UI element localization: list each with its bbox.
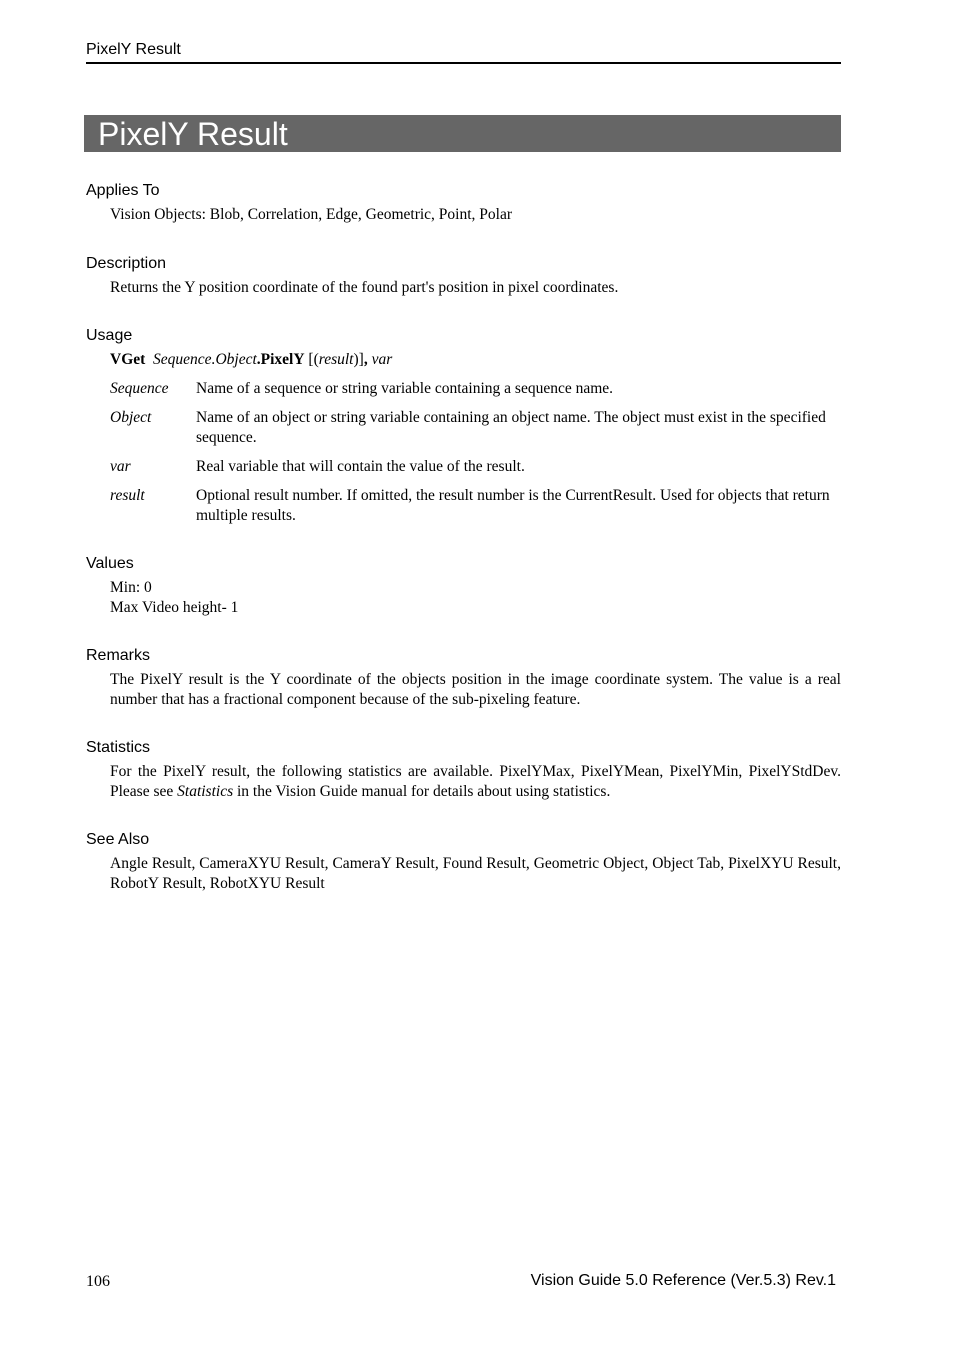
description-text: Returns the Y position coordinate of the found part's position in pixel coordinates. bbox=[110, 279, 619, 296]
syntax-close: )] bbox=[353, 351, 364, 368]
see-also-text: Angle Result, CameraXYU Result, CameraY Result, Found Result, Geometric Object, Object Tab, PixelXYU Result, RobotY Result, RobotXYU Result bbox=[110, 855, 841, 892]
remarks-heading: Remarks bbox=[86, 647, 151, 664]
parameter-name: result bbox=[110, 487, 145, 504]
parameter-row bbox=[110, 457, 841, 477]
parameter-row bbox=[110, 408, 841, 448]
syntax-var: var bbox=[371, 351, 393, 368]
description-heading: Description bbox=[86, 255, 167, 272]
parameter-name: Sequence bbox=[110, 380, 169, 397]
parameter-list bbox=[110, 379, 841, 526]
values-max: Max Video height- 1 bbox=[110, 599, 239, 616]
remarks-text: The PixelY result is the Y coordinate of the objects position in the image coordinate system. The value is a real number that has a fractional component because of the sub-pixeling feature. bbox=[110, 671, 841, 708]
values-min: Min: 0 bbox=[110, 579, 152, 596]
usage-heading: Usage bbox=[86, 327, 133, 344]
parameter-name: var bbox=[110, 458, 131, 475]
syntax-open: [( bbox=[304, 351, 319, 368]
statistics-heading: Statistics bbox=[86, 739, 151, 756]
syntax-result: result bbox=[318, 351, 354, 368]
usage-section bbox=[86, 326, 841, 535]
applies-to-heading: Applies To bbox=[86, 182, 160, 199]
remarks-section bbox=[86, 646, 841, 710]
page-title: PixelY Result bbox=[84, 115, 841, 152]
statistics-text-after: in the Vision Guide manual for details about using statistics. bbox=[233, 783, 611, 800]
syntax-sequence-object: Sequence.Object bbox=[153, 351, 257, 368]
parameter-description: Name of a sequence or string variable containing a sequence name. bbox=[196, 380, 614, 397]
values-heading: Values bbox=[86, 555, 134, 572]
parameter-row bbox=[110, 486, 841, 526]
statistics-section bbox=[86, 738, 841, 802]
syntax-dot: . bbox=[256, 351, 261, 368]
see-also-section bbox=[86, 830, 841, 894]
applies-to-text: Vision Objects: Blob, Correlation, Edge, Geometric, Point, Polar bbox=[110, 206, 513, 223]
parameter-description: Real variable that will contain the value of the result. bbox=[196, 458, 525, 475]
usage-syntax bbox=[110, 350, 841, 370]
parameter-name: Object bbox=[110, 409, 152, 426]
syntax-property: PixelY bbox=[260, 351, 305, 368]
statistics-text-before: For the PixelY result, the following statistics are available. PixelYMax, PixelYMean, PixelYMin, PixelYStdDev. Please see bbox=[110, 763, 841, 800]
parameter-description: Optional result number. If omitted, the result number is the CurrentResult. Used for objects that return multiple results. bbox=[196, 487, 830, 524]
see-also-heading: See Also bbox=[86, 831, 150, 848]
parameter-description: Name of an object or string variable containing an object name. The object must exist in the specified sequence. bbox=[196, 409, 826, 446]
values-section bbox=[86, 554, 841, 618]
statistics-link: Statistics bbox=[177, 783, 234, 800]
applies-to-section bbox=[86, 181, 841, 225]
document-title: Vision Guide 5.0 Reference (Ver.5.3) Rev.1 bbox=[530, 1272, 836, 1289]
description-section bbox=[86, 254, 841, 298]
parameter-row bbox=[110, 379, 841, 399]
statistics-text bbox=[110, 762, 841, 802]
page-number: 106 bbox=[86, 1273, 110, 1290]
syntax-comma: , bbox=[363, 351, 368, 368]
syntax-command: VGet bbox=[110, 351, 146, 368]
running-header: PixelY Result bbox=[86, 40, 841, 64]
